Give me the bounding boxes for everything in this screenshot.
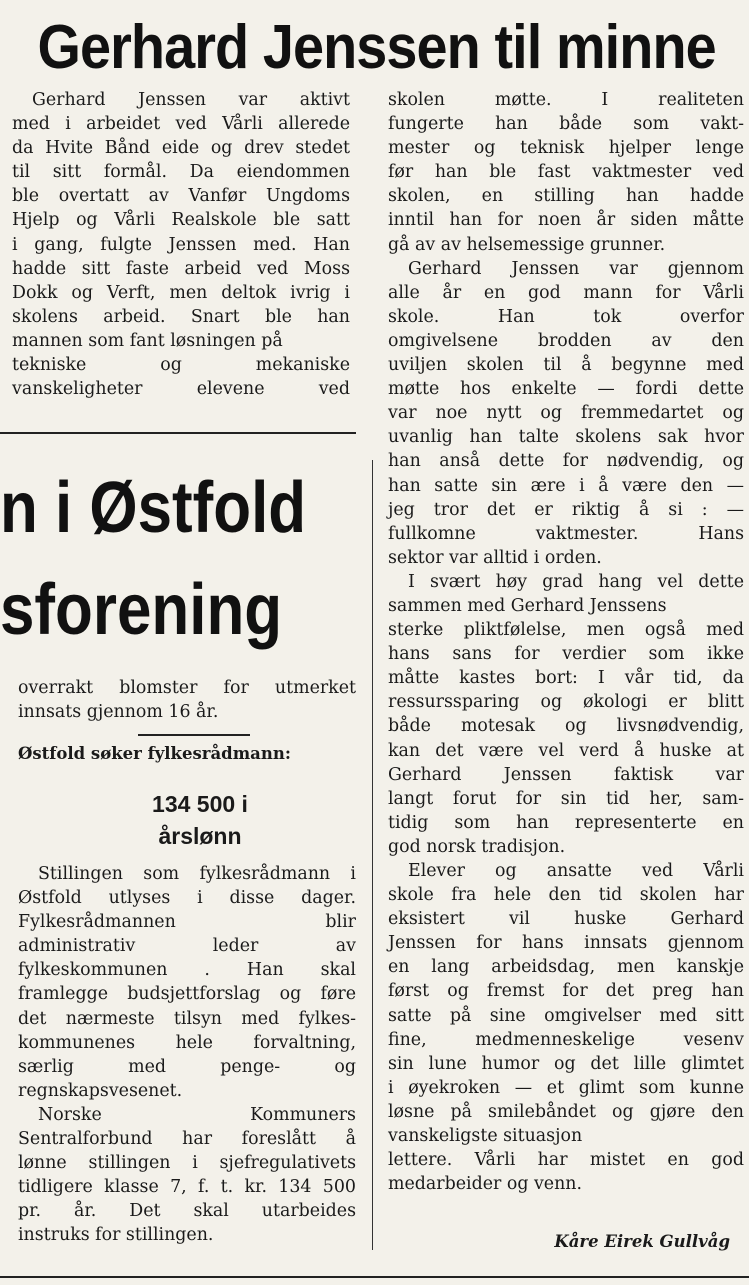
text-line: regnskapsvesenet. [18,1080,183,1101]
text-line: sektor var alltid i orden. [388,547,602,568]
text-line: mester og teknisk hjelper lenge [388,138,744,159]
text-line: eksistert vil huske Gerhard [388,909,744,930]
text-line: I svært høy grad hang vel dette [408,571,744,592]
text-line: lettere. Vårli har mistet en god [388,1150,744,1171]
text-line: skolen møtte. I realiteten [388,90,744,110]
text-line: vanskeligste situasjon [388,1126,583,1147]
text-line: Norske Kommuners [38,1104,356,1125]
text-line: skolens arbeid. Snart ble han [12,306,350,327]
text-line: satte på sine omgivelser med sitt [388,1005,744,1026]
text-line: vanskeligheter elevene ved [12,379,350,400]
text-line: uvanlig han talte skolens sak hvor [388,427,744,448]
text-line: kan det være vel verd å huske at [388,740,744,761]
text-line: kommunenes hele forvaltning, [18,1032,356,1053]
section-divider [0,432,356,434]
text-line: omgivelsene brodden av den [388,330,744,351]
text-line: en lang arbeidsdag, men kanskje [388,957,744,978]
job-title-line2: årslønn [158,823,242,849]
job-section-head: Østfold søker fylkesrådmann: [18,744,291,763]
text-line: framlegge budsjettforslag og føre [18,984,356,1005]
text-line: Elever og ansatte ved Vårli [408,861,744,881]
text-line: tidig som han representerte en [388,812,744,833]
text-line: ressurssparing og økologi er blitt [388,692,744,713]
text-line: særlig med penge- og [18,1056,356,1077]
text-line: Jenssen for hans innsats gjennom [388,933,744,954]
fragment-headline-line2: sforening [0,570,283,650]
text-line: tekniske og mekaniske [12,355,350,376]
text-line: var noe nytt og fremmedartet og [388,403,744,424]
text-line: skolen, en stilling han hadde [388,186,744,207]
text-line: innsats gjennom 16 år. [18,702,219,723]
short-divider [138,734,250,736]
text-line: først og fremst for det preg han [388,981,744,1002]
text-line: han anså dette for nødvendig, og [388,451,744,472]
text-line: det nærmeste tilsyn med fylkes- [18,1008,356,1029]
text-line: Sentralforbund har foreslått å [18,1129,356,1150]
text-line: instruks for stillingen. [18,1225,214,1246]
text-line: alle år en god mann for Vårli [388,282,744,303]
text-line: inntil han for noen år siden måtte [388,210,744,231]
author-signature: Kåre Eirek Gullvåg [554,1232,730,1251]
obituary-headline: Gerhard Jenssen til minne [37,13,716,82]
text-line: før han ble fast vaktmester ved [388,162,744,183]
text-line: med i arbeidet ved Vårli allerede [12,114,350,135]
obituary-right-column [388,88,744,1196]
fragment-headline-line1: n i Østfold [0,468,307,548]
text-line: god norsk tradisjon. [388,836,566,857]
text-line: tidligere klasse 7, f. t. kr. 134 500 [18,1177,356,1198]
text-line: sterke pliktfølelse, men også med [388,620,744,641]
job-article-title [30,788,370,852]
text-line: medarbeider og venn. [388,1174,583,1195]
text-line: fullkomne vaktmester. Hans [388,523,744,544]
bottom-rule [0,1276,749,1278]
text-line: fylkeskommunen . Han skal [18,960,356,981]
text-line: møtte hos enkelte — fordi dette [388,379,744,400]
text-line: lønne stillingen i sjefregulativets [18,1153,356,1174]
text-line: i øyekroken — et glimt som kunne [388,1077,744,1098]
text-line: hadde sitt faste arbeid ved Moss [12,258,350,279]
text-line: både motesak og livsnødvendig, [388,716,744,737]
fragment-text [18,676,356,724]
text-line: Gerhard Jenssen var gjennom [408,258,744,279]
text-line: skole. Han tok overfor [388,306,744,327]
text-line: Gerhard Jenssen var aktivt [32,90,350,110]
text-line: ble overtatt av Vanfør Ungdoms [12,186,350,207]
text-line: pr. år. Det skal utarbeides [18,1201,356,1222]
text-line: han satte sin ære i å være den — [388,475,744,496]
column-divider [372,460,373,1250]
text-line: overrakt blomster for utmerket [18,678,356,698]
text-line: da Hvite Bånd eide og drev stedet [12,138,350,159]
text-line: administrativ leder av [18,936,356,957]
text-line: skole fra hele den tid skolen har [388,885,744,906]
obituary-left-column [12,88,350,401]
text-line: Fylkesrådmannen blir [18,912,356,933]
text-line: jeg tror det er riktig å si : — [388,499,744,520]
text-line: uviljen skolen til å begynne med [388,355,744,376]
text-line: fine, medmenneskelige vesenv [388,1029,744,1050]
text-line: Hjelp og Vårli Realskole ble satt [12,210,350,231]
text-line: til sitt formål. Da eiendommen [12,162,350,183]
text-line: Stillingen som fylkesrådmann i [38,864,356,884]
job-article-body [18,862,356,1248]
text-line: sin lune humor og det lille glimtet [388,1053,744,1074]
text-line: Dokk og Verft, men deltok ivrig i [12,282,350,303]
text-line: fungerte han både som vakt- [388,114,744,135]
text-line: gå av av helsemessige grunner. [388,234,666,255]
job-title-line1: 134 500 i [152,791,248,817]
text-line: måtte kastes bort: I vår tid, da [388,668,744,689]
text-line: Gerhard Jenssen faktisk var [388,764,744,785]
text-line: sammen med Gerhard Jenssens [388,595,667,616]
text-line: i gang, fulgte Jenssen med. Han [12,234,350,255]
text-line: mannen som fant løsningen på [12,330,283,351]
text-line: løsne på smilebåndet og gjøre den [388,1101,744,1122]
text-line: langt forut for sin tid her, sam- [388,788,744,809]
text-line: Østfold utlyses i disse dager. [18,888,356,909]
text-line: hans sans for verdier som ikke [388,644,744,665]
